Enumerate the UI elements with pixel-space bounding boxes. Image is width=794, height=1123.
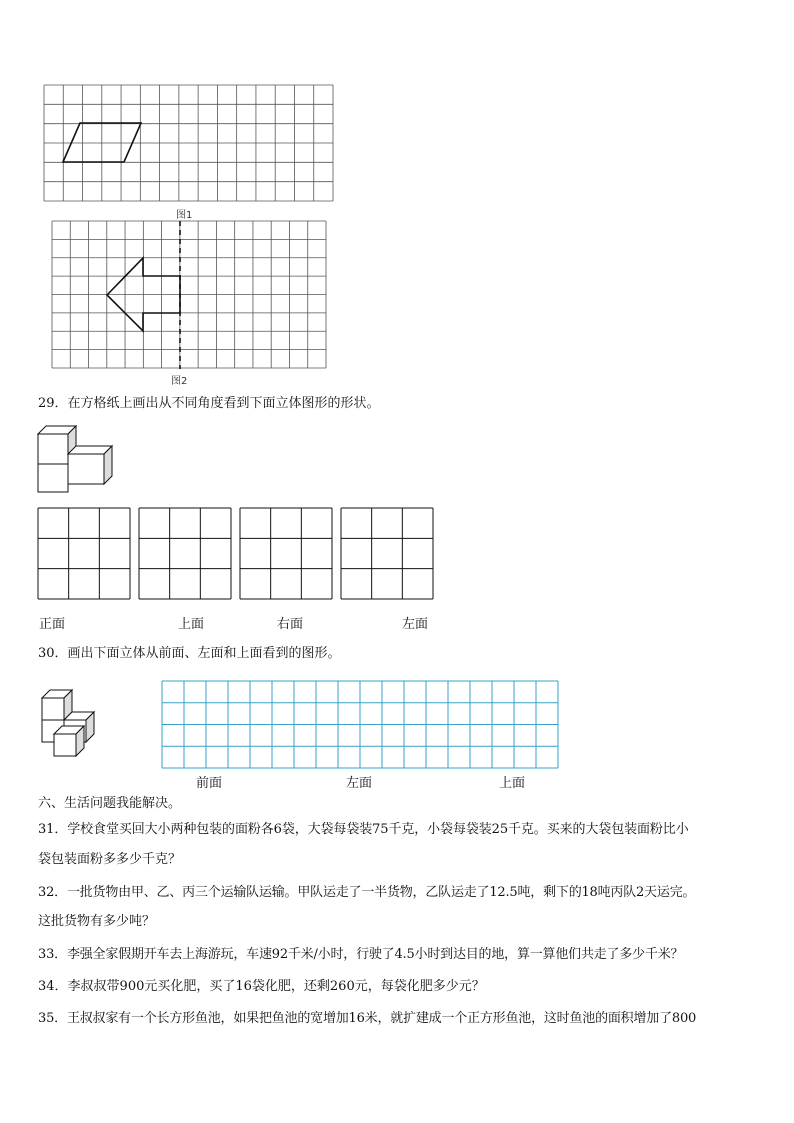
q29-label-top: 上面 (178, 617, 205, 632)
q30-blue-grid[interactable] (162, 681, 559, 769)
q29-label-left: 左面 (402, 617, 429, 632)
question-35: 35．王叔叔家有一个长方形鱼池，如果把鱼池的宽增加16米，就扩建成一个正方形鱼池，这时鱼池的面积增加了800 (38, 1011, 697, 1026)
figure-2-grid (52, 221, 327, 369)
q29-view-grid-left[interactable] (341, 508, 434, 600)
figure-2-caption: 图2 (171, 376, 188, 387)
q30-cube-figure (42, 690, 112, 765)
question-32-line-1: 32．一批货物由甲、乙、丙三个运输队运输。甲队运走了一半货物，乙队运走了12.5吨，剩下的18吨丙队2天运完。 (38, 885, 696, 900)
figure-1-caption: 图1 (176, 210, 193, 221)
q29-view-grid-front[interactable] (38, 508, 131, 600)
question-30: 30．画出下面立体从前面、左面和上面看到的图形。 (38, 646, 341, 661)
section-6-heading: 六、生活问题我能解决。 (38, 796, 182, 811)
q29-label-right: 右面 (277, 617, 304, 632)
q30-label-top: 上面 (499, 776, 526, 791)
question-31-line-1: 31．学校食堂买回大小两种包装的面粉各6袋，大袋每袋装75千克，小袋每袋装25千克。买来的大袋包装面粉比小 (38, 822, 689, 837)
q29-view-grid-right[interactable] (240, 508, 333, 600)
question-34: 34．李叔叔带900元买化肥，买了16袋化肥，还剩260元，每袋化肥多少元？ (38, 979, 485, 994)
q30-label-left: 左面 (346, 776, 373, 791)
question-33: 33．李强全家假期开车去上海游玩，车速92千米/小时，行驶了4.5小时到达目的地，算一算他们共走了多少千米？ (38, 947, 684, 962)
figure-1-grid (44, 85, 334, 203)
q29-cube-figure (38, 424, 118, 494)
question-32-line-2: 这批货物有多少吨？ (38, 914, 156, 929)
question-29: 29．在方格纸上画出从不同角度看到下面立体图形的形状。 (38, 396, 380, 411)
question-31-line-2: 袋包装面粉多多少千克？ (38, 852, 182, 867)
q30-label-front: 前面 (196, 776, 223, 791)
q29-view-grid-top[interactable] (139, 508, 232, 600)
q29-label-front: 正面 (39, 617, 66, 632)
